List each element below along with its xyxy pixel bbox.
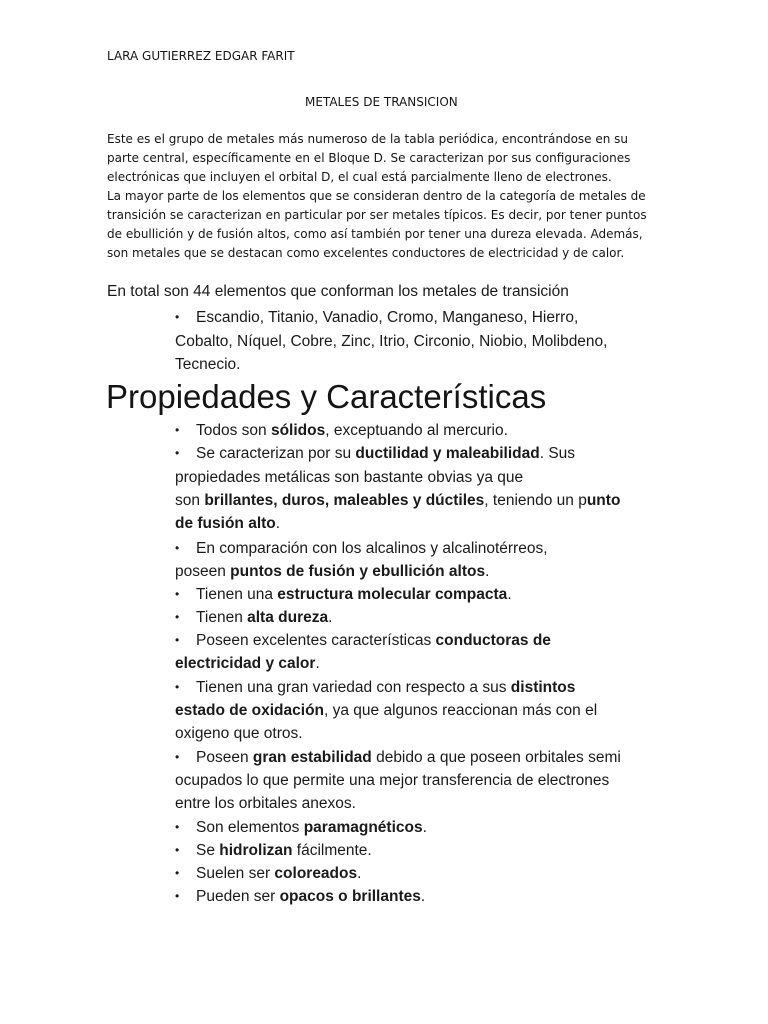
intro-line: de ebullición y de fusión altos, como así también por tener una dureza elevada. Además, [107,227,643,241]
list-item: • Son elementos paramagnéticos. [175,819,427,836]
intro-line: La mayor parte de los elementos que se consideran dentro de la categoría de metales de [107,189,646,203]
bullet-icon: • [175,541,180,555]
list-item-continuation: oxigeno que otros. [175,725,303,742]
list-item-continuation: estado de oxidación, ya que algunos reaccionan más con el [175,702,598,719]
bullet-icon: • [175,889,180,903]
bullet-icon: • [175,680,180,694]
elements-list [175,306,607,377]
list-item: • Se hidrolizan fácilmente. [175,842,372,859]
list-item-continuation: entre los orbitales anexos. [175,795,356,812]
bullet-icon: • [175,843,180,857]
list-item: • Escandio, Titanio, Vanadio, Cromo, Manganeso, Hierro, [175,306,607,330]
bullet-icon: • [175,587,180,601]
list-item: • Todos son sólidos, exceptuando al mercurio. [175,422,508,439]
bullet-icon: • [175,633,180,647]
list-item-continuation: de fusión alto. [175,515,281,532]
bullet-icon: • [175,750,180,764]
list-item: • Poseen excelentes características conductoras de [175,632,551,649]
document-title: METALES DE TRANSICION [305,95,458,109]
list-item: • Poseen gran estabilidad debido a que poseen orbitales semi [175,749,621,766]
bullet-icon: • [175,866,180,880]
author-name: LARA GUTIERREZ EDGAR FARIT [107,49,295,63]
list-item-continuation: electricidad y calor. [175,655,320,672]
list-item: Tecnecio. [175,356,241,373]
intro-line: electrónicas que incluyen el orbital D, el cual está parcialmente lleno de electrones. [107,170,612,184]
list-item-continuation: propiedades metálicas son bastante obvias ya que [175,469,524,486]
bullet-icon: • [175,610,180,624]
bullet-icon: • [175,820,180,834]
list-item: • Se caracterizan por su ductilidad y maleabilidad. Sus [175,445,576,462]
bullet-icon: • [175,310,180,324]
list-item: • Tienen una gran variedad con respecto a sus distintos [175,679,576,696]
list-item-continuation: poseen puntos de fusión y ebullición altos. [175,563,490,580]
intro-line: transición se caracterizan en particular por ser metales típicos. Es decir, por tener puntos [107,208,647,222]
intro-line: parte central, específicamente en el Bloque D. Se caracterizan por sus configuraciones [107,151,631,165]
intro-line: son metales que se destacan como excelentes conductores de electricidad y de calor. [107,246,625,260]
list-item: • En comparación con los alcalinos y alcalinotérreos, [175,540,548,557]
list-item: • Pueden ser opacos o brillantes. [175,888,426,905]
intro-paragraph [107,130,647,263]
section-heading: Propiedades y Características [106,378,547,415]
intro-line: Este es el grupo de metales más numeroso de la tabla periódica, encontrándose en su [107,132,629,146]
total-elements-line: En total son 44 elementos que conforman los metales de transición [107,283,569,300]
list-item-continuation: ocupados lo que permite una mejor transferencia de electrones [175,772,610,789]
list-item: • Tienen una estructura molecular compacta. [175,586,512,603]
list-item: • Tienen alta dureza. [175,609,333,626]
list-item-continuation: son brillantes, duros, maleables y dúctiles, teniendo un punto [175,492,621,509]
list-item: Cobalto, Níquel, Cobre, Zinc, Itrio, Circonio, Niobio, Molibdeno, [175,332,608,350]
list-item: • Suelen ser coloreados. [175,865,362,882]
bullet-icon: • [175,446,180,460]
bullet-icon: • [175,423,180,437]
